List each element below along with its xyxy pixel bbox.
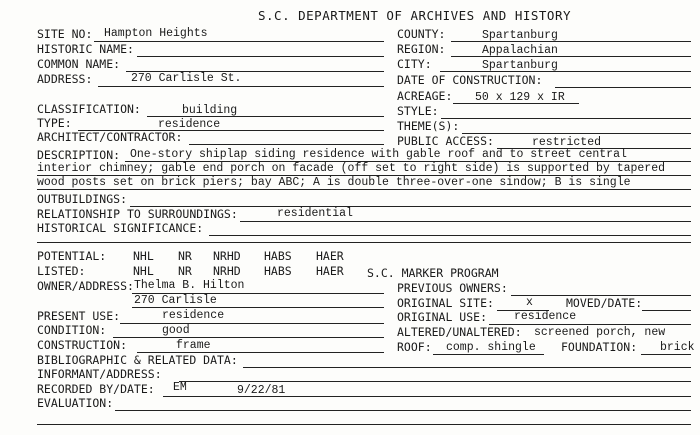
listed-haer: HAER bbox=[316, 264, 344, 278]
roof-label: ROOF: bbox=[397, 340, 432, 354]
condition-value: good bbox=[162, 324, 190, 337]
recorded-by-value: EM bbox=[173, 381, 187, 394]
historic-name-label: HISTORIC NAME: bbox=[37, 42, 134, 56]
type-label: TYPE: bbox=[37, 116, 72, 130]
potential-haer: HAER bbox=[316, 249, 344, 263]
informant-label: INFORMANT/ADDRESS: bbox=[37, 367, 162, 381]
listed-label: LISTED: bbox=[37, 264, 86, 278]
evaluation-line-2 bbox=[37, 424, 691, 425]
foundation-value: brick bbox=[660, 341, 695, 354]
original-use-value: residence bbox=[514, 310, 577, 323]
architect-label: ARCHITECT/CONTRACTOR: bbox=[37, 130, 183, 144]
themes-label: THEME(S): bbox=[397, 119, 460, 133]
site-no-value: Hampton Heights bbox=[104, 27, 208, 40]
moved-date-label: MOVED/DATE: bbox=[566, 296, 643, 310]
altered-label: ALTERED/UNALTERED: bbox=[397, 325, 522, 339]
condition-label: CONDITION: bbox=[37, 323, 107, 337]
potential-nr: NR bbox=[178, 249, 192, 263]
historic-name-line bbox=[137, 56, 384, 57]
original-site-value: x bbox=[526, 296, 533, 309]
construction-value: frame bbox=[176, 339, 211, 352]
historical-significance-label: HISTORICAL SIGNIFICANCE: bbox=[37, 221, 204, 235]
potential-nrhd: NRHD bbox=[213, 249, 241, 263]
date-of-construction-line bbox=[555, 87, 691, 88]
classification-label: CLASSIFICATION: bbox=[37, 102, 141, 116]
marker-program: S.C. MARKER PROGRAM bbox=[367, 266, 499, 280]
public-access-label: PUBLIC ACCESS: bbox=[397, 134, 494, 148]
county-label: COUNTY: bbox=[397, 27, 446, 41]
owner-address-label: OWNER/ADDRESS: bbox=[37, 279, 134, 293]
present-use-line bbox=[120, 323, 384, 324]
roof-value: comp. shingle bbox=[446, 341, 536, 354]
acreage-label: ACREAGE: bbox=[397, 89, 453, 103]
date-of-construction-label: DATE OF CONSTRUCTION: bbox=[397, 73, 543, 87]
site-no-label: SITE NO: bbox=[37, 27, 93, 41]
potential-habs: HABS bbox=[264, 249, 292, 263]
owner-street-line bbox=[132, 307, 384, 308]
potential-nhl: NHL bbox=[133, 249, 154, 263]
description-line-2: interior chimney; gable end porch on facade (off set to right side) is supported by tapered bbox=[37, 162, 666, 175]
owner-street-value: 270 Carlisle bbox=[134, 294, 217, 307]
description-line-1: One-story shiplap siding residence with gable roof and to street central bbox=[130, 148, 627, 161]
foundation-label: FOUNDATION: bbox=[561, 340, 638, 354]
description-label: DESCRIPTION: bbox=[37, 148, 121, 162]
roof-line bbox=[433, 354, 544, 355]
site-no-line bbox=[94, 41, 384, 42]
relationship-line bbox=[240, 221, 691, 222]
relationship-label: RELATIONSHIP TO SURROUNDINGS: bbox=[37, 207, 238, 221]
address-label: ADDRESS: bbox=[37, 72, 93, 86]
city-line bbox=[440, 71, 691, 72]
evaluation-label: EVALUATION: bbox=[37, 396, 114, 410]
type-value: residence bbox=[158, 118, 221, 131]
county-value: Spartanburg bbox=[482, 29, 558, 42]
bibliographic-label: BIBLIOGRAPHIC & RELATED DATA: bbox=[37, 353, 238, 367]
foundation-line bbox=[641, 354, 691, 355]
public-access-value: restricted bbox=[532, 136, 602, 149]
address-line bbox=[98, 86, 384, 87]
address-value: 270 Carlisle St. bbox=[131, 72, 242, 85]
recorded-date-value: 9/22/81 bbox=[237, 384, 286, 397]
original-site-label: ORIGINAL SITE: bbox=[397, 296, 494, 310]
present-use-value: residence bbox=[162, 309, 225, 322]
city-label: CITY: bbox=[397, 57, 432, 71]
description-rule-3 bbox=[37, 189, 691, 190]
present-use-label: PRESENT USE: bbox=[37, 309, 121, 323]
original-use-label: ORIGINAL USE: bbox=[397, 310, 488, 324]
bibliographic-line bbox=[243, 367, 691, 368]
region-value: Appalachian bbox=[482, 44, 558, 57]
listed-habs: HABS bbox=[264, 264, 292, 278]
altered-value: screened porch, new bbox=[534, 326, 666, 339]
listed-nrhd: NRHD bbox=[213, 264, 241, 278]
common-name-label: COMMON NAME: bbox=[37, 57, 121, 71]
city-value: Spartanburg bbox=[482, 59, 558, 72]
evaluation-line bbox=[115, 410, 691, 411]
region-label: REGION: bbox=[397, 42, 446, 56]
recorded-by-label: RECORDED BY/DATE: bbox=[37, 382, 155, 396]
classification-value: building bbox=[182, 104, 238, 117]
architect-line bbox=[189, 144, 384, 145]
form-title: S.C. DEPARTMENT OF ARCHIVES AND HISTORY bbox=[258, 8, 571, 23]
informant-line bbox=[179, 381, 691, 382]
listed-nr: NR bbox=[178, 264, 192, 278]
moved-date-line bbox=[642, 310, 691, 311]
style-line bbox=[441, 118, 691, 119]
construction-label: CONSTRUCTION: bbox=[37, 338, 128, 352]
previous-owners-label: PREVIOUS OWNERS: bbox=[397, 281, 508, 295]
themes-line bbox=[462, 133, 691, 134]
listed-nhl: NHL bbox=[133, 264, 154, 278]
acreage-value: 50 x 129 x IR bbox=[475, 91, 565, 104]
owner-name-value: Thelma B. Hilton bbox=[134, 279, 245, 292]
potential-label: POTENTIAL: bbox=[37, 249, 107, 263]
section-divider bbox=[37, 242, 691, 243]
historical-significance-line bbox=[209, 235, 691, 236]
outbuildings-label: OUTBUILDINGS: bbox=[37, 192, 128, 206]
condition-line bbox=[113, 337, 384, 338]
relationship-value: residential bbox=[277, 207, 353, 220]
style-label: STYLE: bbox=[397, 104, 439, 118]
description-line-3: wood posts set on brick piers; bay ABC; A is double three-over-one sindow; B is single bbox=[37, 176, 631, 189]
